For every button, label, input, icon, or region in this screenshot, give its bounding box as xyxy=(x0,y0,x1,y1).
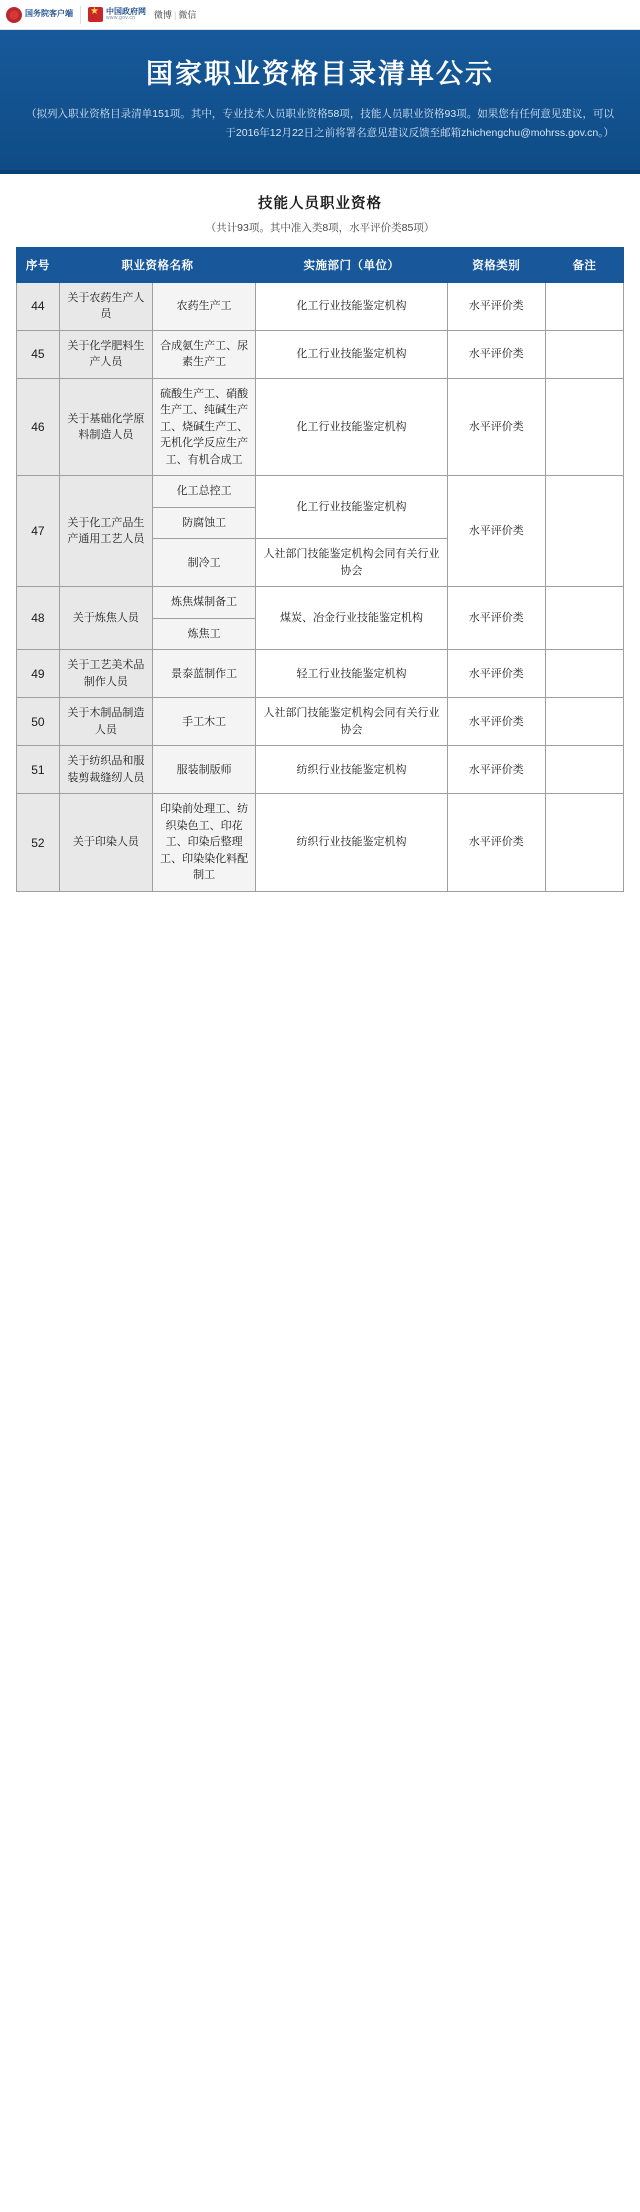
cell-remark xyxy=(545,282,623,330)
cell-qualification-type: 水平评价类 xyxy=(447,378,545,476)
table-row xyxy=(17,282,624,330)
table-row xyxy=(17,378,624,476)
page xyxy=(0,0,640,910)
cell-category-name: 关于炼焦人员 xyxy=(59,587,152,650)
cell-no: 44 xyxy=(17,282,60,330)
header-remark: 备注 xyxy=(545,247,623,282)
cell-job-title: 服装制版师 xyxy=(153,746,256,794)
gov-site-name: 中国政府网 www.gov.cn xyxy=(106,6,146,22)
cell-department: 纺织行业技能鉴定机构 xyxy=(256,746,447,794)
cell-department: 纺织行业技能鉴定机构 xyxy=(256,794,447,892)
cell-department: 轻工行业技能鉴定机构 xyxy=(256,650,447,698)
table-body xyxy=(17,282,624,891)
table-row xyxy=(17,650,624,698)
cell-job-title: 农药生产工 xyxy=(153,282,256,330)
qualification-table-wrapper xyxy=(0,243,640,910)
cell-qualification-type: 水平评价类 xyxy=(447,746,545,794)
cell-job-title: 景泰蓝制作工 xyxy=(153,650,256,698)
gov-portal-logo[interactable] xyxy=(6,7,73,23)
cell-job-title: 防腐蚀工 xyxy=(153,507,256,539)
cell-department: 煤炭、冶金行业技能鉴定机构 xyxy=(256,587,447,650)
cell-qualification-type: 水平评价类 xyxy=(447,587,545,650)
cell-job-title: 炼焦煤制备工 xyxy=(153,587,256,619)
link-separator: | xyxy=(174,10,177,20)
cell-qualification-type: 水平评价类 xyxy=(447,794,545,892)
table-row xyxy=(17,794,624,892)
cell-category-name: 关于木制品制造人员 xyxy=(59,698,152,746)
cell-no: 47 xyxy=(17,476,60,587)
cell-qualification-type: 水平评价类 xyxy=(447,650,545,698)
cell-category-name: 关于纺织品和服装剪裁缝纫人员 xyxy=(59,746,152,794)
china-flag-icon xyxy=(88,7,103,22)
table-header-row xyxy=(17,247,624,282)
cell-job-title: 制冷工 xyxy=(153,539,256,587)
table-row xyxy=(17,476,624,508)
cell-department: 化工行业技能鉴定机构 xyxy=(256,330,447,378)
table-row xyxy=(17,587,624,619)
header-name: 职业资格名称 xyxy=(59,247,255,282)
cell-remark xyxy=(545,378,623,476)
hero-description: （拟列入职业资格目录清单151项。其中，专业技术人员职业资格58项，技能人员职业资格93项。如果您有任何意见建议，可以于2016年12月22日之前将署名意见建议反馈至邮箱zhichengchu@mohrss.gov.cn。） xyxy=(26,108,614,140)
cell-category-name: 关于化学肥料生产人员 xyxy=(59,330,152,378)
cell-no: 48 xyxy=(17,587,60,650)
gov-site-logo[interactable] xyxy=(88,7,146,22)
cell-qualification-type: 水平评价类 xyxy=(447,330,545,378)
cell-no: 52 xyxy=(17,794,60,892)
cell-remark xyxy=(545,698,623,746)
gov-portal-name: 国务院客户端 xyxy=(25,9,73,19)
cell-job-title: 硫酸生产工、硝酸生产工、纯碱生产工、烧碱生产工、无机化学反应生产工、有机合成工 xyxy=(153,378,256,476)
cell-category-name: 关于化工产品生产通用工艺人员 xyxy=(59,476,152,587)
cell-department: 人社部门技能鉴定机构会同有关行业协会 xyxy=(256,698,447,746)
cell-department: 人社部门技能鉴定机构会同有关行业协会 xyxy=(256,539,447,587)
cell-remark xyxy=(545,746,623,794)
section-heading xyxy=(0,174,640,243)
cell-job-title: 化工总控工 xyxy=(153,476,256,508)
cell-job-title: 印染前处理工、纺织染色工、印花工、印染后整理工、印染染化料配制工 xyxy=(153,794,256,892)
cell-qualification-type: 水平评价类 xyxy=(447,698,545,746)
page-title: 国家职业资格目录清单公示 xyxy=(146,59,494,89)
header-dept: 实施部门（单位） xyxy=(256,247,447,282)
cell-category-name: 关于基础化学原料制造人员 xyxy=(59,378,152,476)
logo-divider xyxy=(80,6,81,24)
cell-remark xyxy=(545,794,623,892)
section-title: 技能人员职业资格 xyxy=(258,195,382,212)
section-subtitle: （共计93项。其中准入类8项，水平评价类85项） xyxy=(205,221,435,234)
qualification-table xyxy=(16,247,624,892)
table-row xyxy=(17,330,624,378)
wechat-link[interactable]: 微信 xyxy=(178,10,197,20)
cell-job-title: 合成氨生产工、尿素生产工 xyxy=(153,330,256,378)
cell-remark xyxy=(545,330,623,378)
cell-department: 化工行业技能鉴定机构 xyxy=(256,476,447,539)
cell-no: 51 xyxy=(17,746,60,794)
gov-site-sub: www.gov.cn xyxy=(106,15,136,22)
cell-remark xyxy=(545,587,623,650)
site-topbar xyxy=(0,0,640,30)
cell-job-title: 炼焦工 xyxy=(153,618,256,650)
cell-remark xyxy=(545,650,623,698)
cell-remark xyxy=(545,476,623,587)
cell-no: 46 xyxy=(17,378,60,476)
national-emblem-icon xyxy=(6,7,22,23)
weibo-link[interactable]: 微博 xyxy=(154,10,173,20)
cell-department: 化工行业技能鉴定机构 xyxy=(256,282,447,330)
cell-category-name: 关于农药生产人员 xyxy=(59,282,152,330)
table-row xyxy=(17,746,624,794)
social-links xyxy=(154,8,196,21)
cell-department: 化工行业技能鉴定机构 xyxy=(256,378,447,476)
header-no: 序号 xyxy=(17,247,60,282)
cell-category-name: 关于工艺美术品制作人员 xyxy=(59,650,152,698)
header-type: 资格类别 xyxy=(447,247,545,282)
cell-qualification-type: 水平评价类 xyxy=(447,282,545,330)
cell-no: 45 xyxy=(17,330,60,378)
table-row xyxy=(17,698,624,746)
cell-no: 50 xyxy=(17,698,60,746)
hero-banner xyxy=(0,30,640,174)
cell-job-title: 手工木工 xyxy=(153,698,256,746)
cell-category-name: 关于印染人员 xyxy=(59,794,152,892)
cell-no: 49 xyxy=(17,650,60,698)
cell-qualification-type: 水平评价类 xyxy=(447,476,545,587)
